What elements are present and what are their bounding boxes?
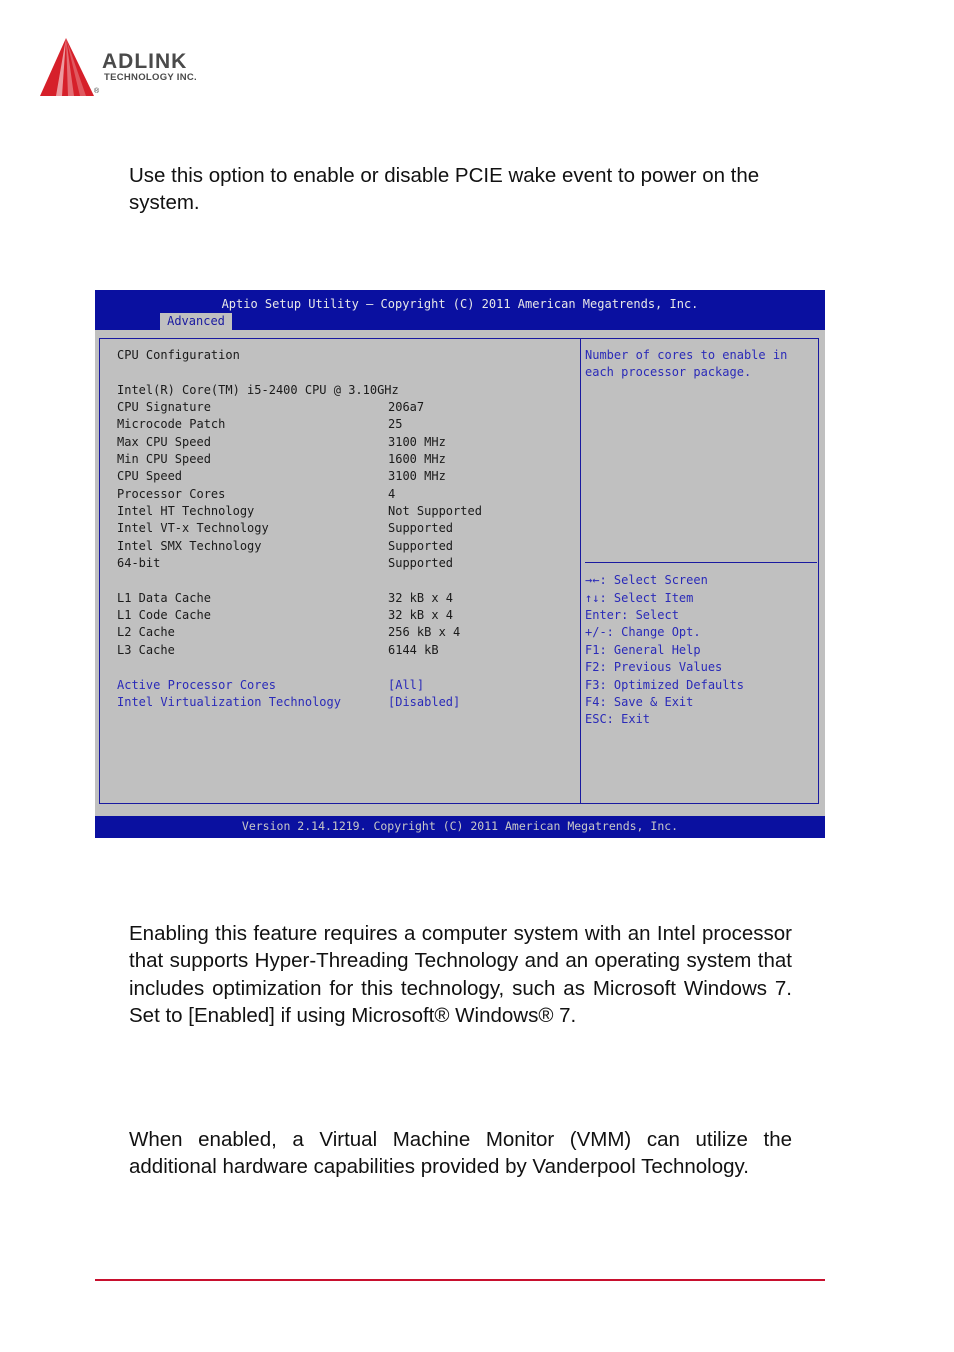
key-hint: Enter: Select xyxy=(585,608,679,622)
row-label: Microcode Patch xyxy=(117,417,226,431)
vt-technology-description: When enabled, a Virtual Machine Monitor (VMM) can utilize the additional hardware capabilities provided by Vanderpool Technology. xyxy=(129,1128,792,1179)
row-value: Not Supported xyxy=(388,504,482,518)
logo-wordmark: ADLINK xyxy=(102,50,188,73)
key-hint: F2: Previous Values xyxy=(585,660,723,674)
row-value: Supported xyxy=(388,521,454,535)
registered-mark: ® xyxy=(94,88,100,95)
cpu-name: Intel(R) Core(TM) i5-2400 CPU @ 3.10GHz xyxy=(117,383,399,397)
row-value: 3100 MHz xyxy=(388,469,446,483)
option-active-cores-label[interactable]: Active Processor Cores xyxy=(117,678,276,692)
cache-label: L3 Cache xyxy=(117,643,175,657)
row-label: Intel HT Technology xyxy=(117,504,255,518)
logo-subtitle: TECHNOLOGY INC. xyxy=(104,72,197,83)
row-label: Max CPU Speed xyxy=(117,435,211,449)
key-hint: F3: Optimized Defaults xyxy=(585,678,744,692)
row-value: 3100 MHz xyxy=(388,435,446,449)
cache-value: 32 kB x 4 xyxy=(388,591,454,605)
row-label: Intel SMX Technology xyxy=(117,539,262,553)
row-value: 206a7 xyxy=(388,400,425,414)
row-label: CPU Speed xyxy=(117,469,183,483)
row-value: 25 xyxy=(388,417,403,431)
option-virtualization-value[interactable]: [Disabled] xyxy=(388,695,461,709)
bios-title-bar xyxy=(95,290,825,330)
ht-technology-description: Enabling this feature requires a computer system with an Intel processor that supports Hyper-Threading Technology and an operating system that includes optimization for this technology, such as Microsoft Windows 7. Set to [Enabled] if using Microsoft® Windows® 7. xyxy=(129,922,792,1028)
row-label: 64-bit xyxy=(117,556,161,570)
row-value: 4 xyxy=(388,487,396,501)
key-hint: F4: Save & Exit xyxy=(585,695,694,709)
footer-rule xyxy=(95,1279,825,1281)
bios-screenshot xyxy=(95,290,825,838)
key-hint: +/-: Change Opt. xyxy=(585,625,701,639)
key-hint: ↑↓: Select Item xyxy=(585,591,694,605)
row-label: Intel VT-x Technology xyxy=(117,521,269,535)
row-value: Supported xyxy=(388,539,454,553)
row-value: 1600 MHz xyxy=(388,452,446,466)
cache-label: L1 Code Cache xyxy=(117,608,211,622)
option-virtualization-label[interactable]: Intel Virtualization Technology xyxy=(117,695,341,709)
cache-value: 256 kB x 4 xyxy=(388,625,461,639)
bios-title: Aptio Setup Utility – Copyright (C) 2011 American Megatrends, Inc. xyxy=(221,297,699,311)
cache-label: L1 Data Cache xyxy=(117,591,211,605)
help-text-line: each processor package. xyxy=(585,365,752,379)
cache-value: 6144 kB xyxy=(388,643,439,657)
pcie-wake-description: Use this option to enable or disable PCIE wake event to power on the system. xyxy=(129,164,760,215)
help-text-line: Number of cores to enable in xyxy=(585,348,788,362)
bios-footer-bar xyxy=(95,816,825,838)
row-value: Supported xyxy=(388,556,454,570)
cache-label: L2 Cache xyxy=(117,625,175,639)
bios-help-divider xyxy=(585,562,817,563)
key-hint: ESC: Exit xyxy=(585,712,651,726)
cache-value: 32 kB x 4 xyxy=(388,608,454,622)
adlink-triangle-icon xyxy=(38,36,100,98)
row-label: CPU Signature xyxy=(117,400,211,414)
key-hint: →←: Select Screen xyxy=(585,573,708,587)
row-label: Processor Cores xyxy=(117,487,226,501)
bios-footer-text: Version 2.14.1219. Copyright (C) 2011 American Megatrends, Inc. xyxy=(241,819,679,833)
row-label: Min CPU Speed xyxy=(117,452,211,466)
key-hint: F1: General Help xyxy=(585,643,701,657)
option-active-cores-value[interactable]: [All] xyxy=(388,678,425,692)
adlink-logo xyxy=(38,36,238,100)
tab-advanced[interactable]: Advanced xyxy=(160,313,232,330)
bios-panel-divider xyxy=(580,338,581,804)
section-title: CPU Configuration xyxy=(117,348,240,362)
